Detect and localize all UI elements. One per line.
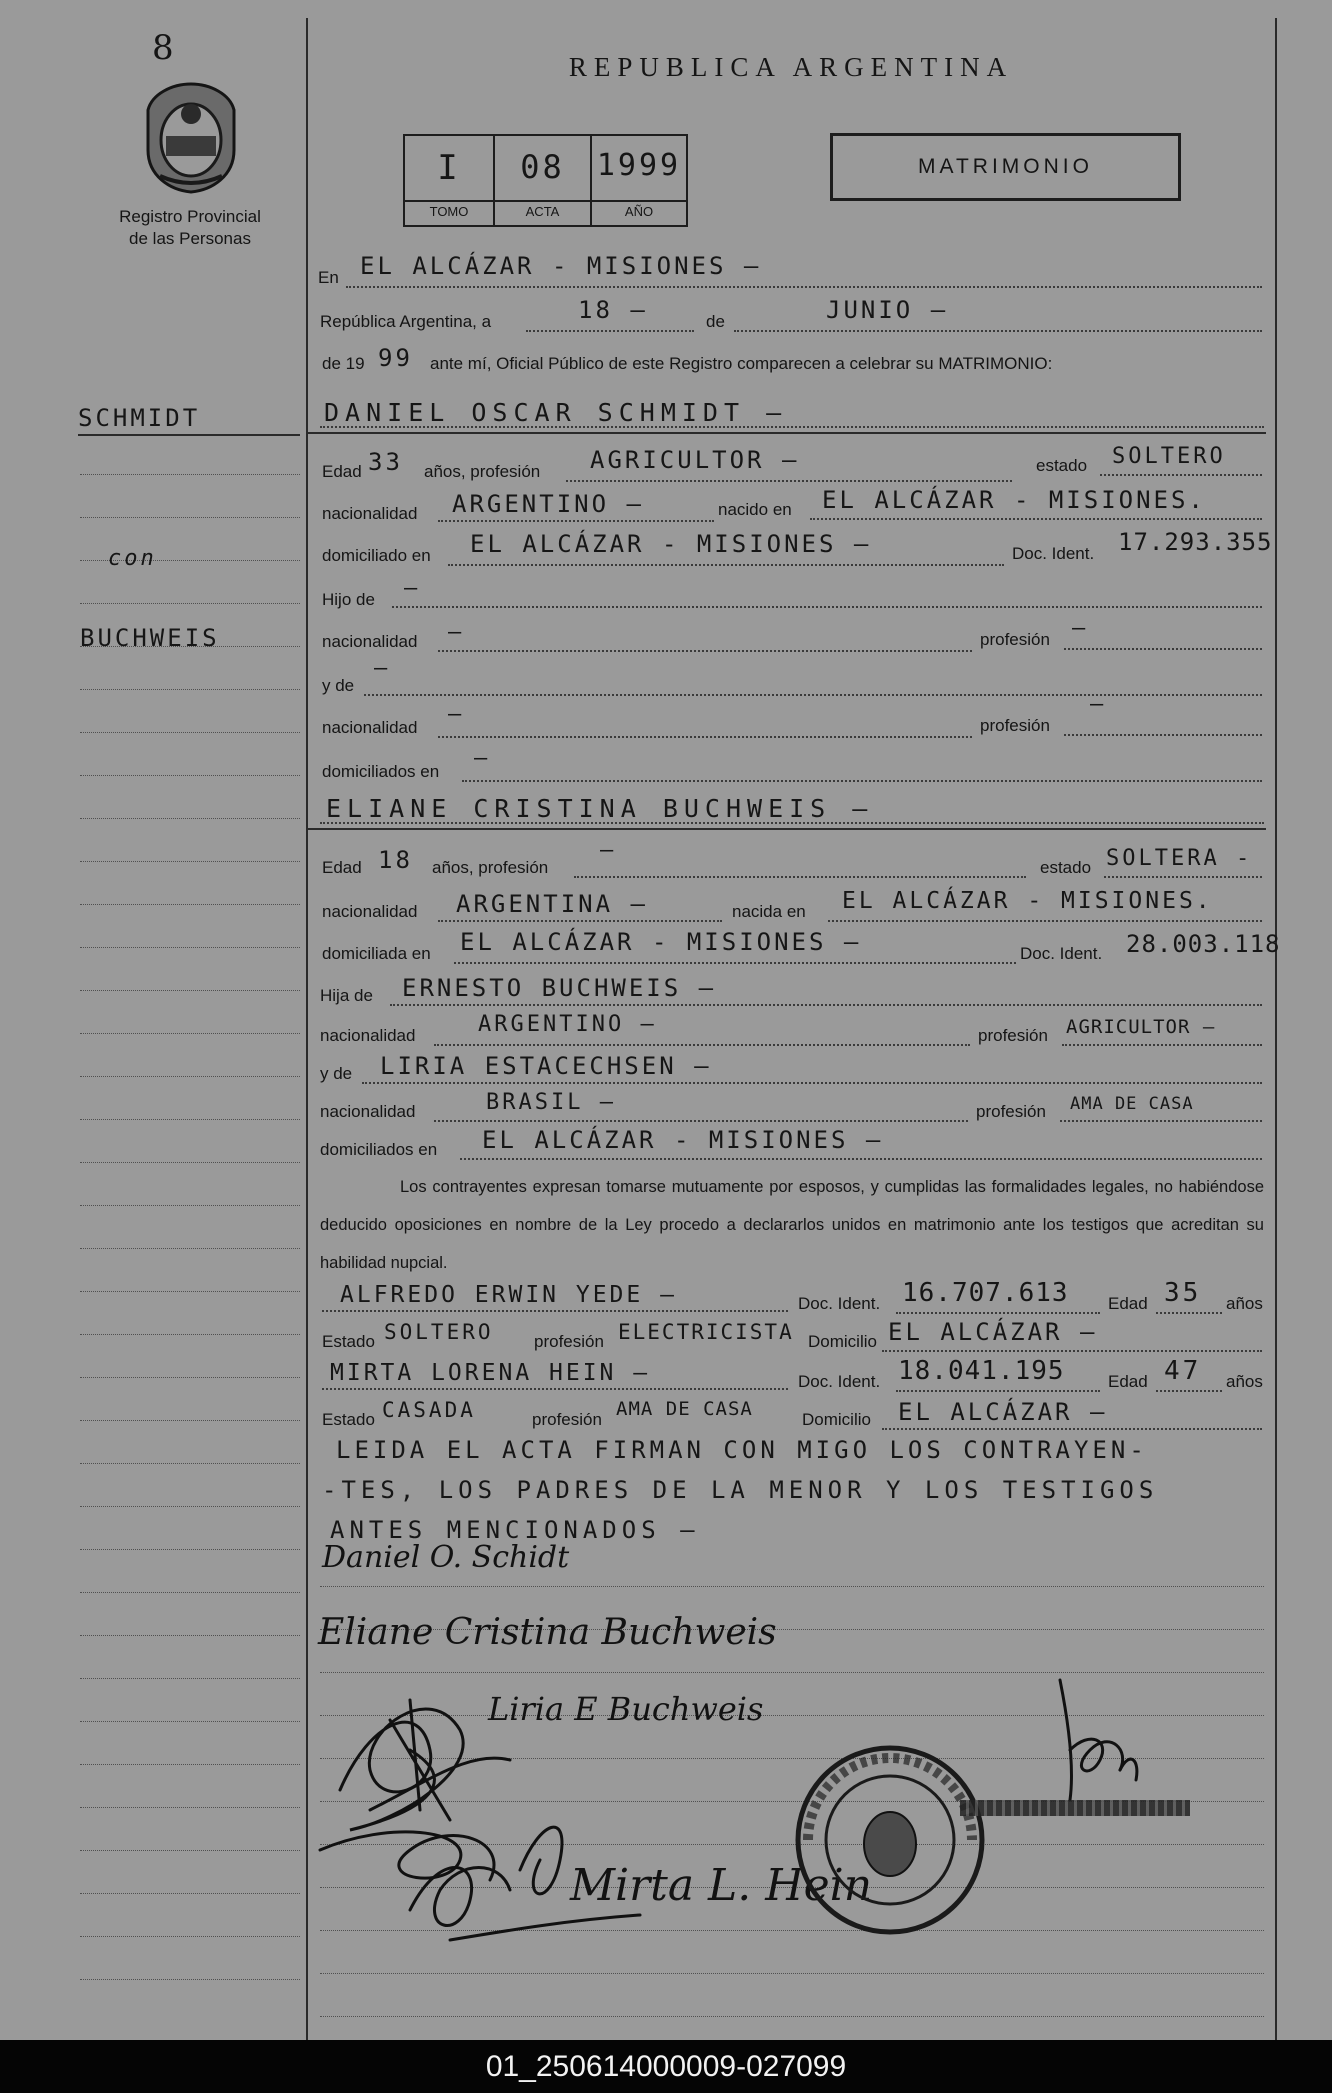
groom-prof2-label: profesión — [980, 716, 1050, 735]
margin-ruled-line — [80, 1721, 300, 1722]
margin-ruled-line — [80, 1076, 300, 1077]
groom-domiciliados: — — [474, 746, 491, 771]
margin-ruled-line — [80, 1635, 300, 1636]
intro-text: ante mí, Oficial Público de este Registro comparecen a celebrar su MATRIMONIO: — [430, 354, 1053, 373]
bride-estado: SOLTERA - — [1106, 846, 1253, 871]
bride-yde-label: y de — [320, 1064, 353, 1083]
groom-domicilio-label: domiciliado en — [322, 546, 431, 565]
margin-ruled-line — [80, 689, 300, 690]
margin-ruled-line — [80, 1678, 300, 1679]
margin-ruled-line — [80, 732, 300, 733]
witness2-name: MIRTA LORENA HEIN — — [330, 1360, 651, 1386]
groom-doc: 17.293.355 — [1118, 528, 1273, 556]
groom-hijo: — — [404, 576, 421, 601]
en-label: En — [318, 268, 339, 287]
bride-name: ELIANE CRISTINA BUCHWEIS — — [326, 794, 874, 823]
witness2-estado: CASADA — [382, 1398, 476, 1422]
ano-label: AÑO — [624, 204, 654, 219]
closing-line-3: ANTES MENCIONADOS — — [330, 1516, 700, 1544]
groom-nac2-label: nacionalidad — [322, 718, 418, 737]
groom-signature: Daniel O. Schidt — [322, 1540, 570, 1575]
margin-ruled-line — [80, 517, 300, 518]
right-margin-rule — [1275, 18, 1277, 2040]
bride-edad-label: Edad — [322, 858, 362, 877]
witness1-edad: 35 — [1164, 1278, 1202, 1308]
bride-nac2: BRASIL — — [486, 1090, 616, 1115]
witness1-domicilio: EL ALCÁZAR — — [888, 1318, 1098, 1346]
witness1-profesion-label: profesión — [534, 1332, 604, 1351]
groom-domicilio: EL ALCÁZAR - MISIONES — — [470, 530, 872, 558]
mother-signature: Liria E Buchweis — [488, 1690, 764, 1728]
header-month: JUNIO — — [826, 296, 949, 324]
de-label: de — [706, 312, 725, 331]
bride-domiciliados-label: domiciliados en — [320, 1140, 438, 1159]
groom-prof2: — — [1090, 692, 1107, 717]
acta-value: 08 — [520, 148, 565, 186]
witness-signature: Mirta L. Hein — [570, 1860, 873, 1911]
margin-ruled-line — [80, 1936, 300, 1937]
bride-edad: 18 — [378, 846, 413, 874]
witness2-domicilio-label: Domicilio — [802, 1410, 871, 1429]
year-prefix: de 19 — [322, 354, 365, 373]
margin-ruled-line — [80, 1291, 300, 1292]
groom-nacionalidad-label: nacionalidad — [322, 504, 418, 523]
groom-nac1-label: nacionalidad — [322, 632, 418, 651]
margin-ruled-line — [80, 818, 300, 819]
witness1-profesion: ELECTRICISTA — [618, 1320, 794, 1344]
bride-domiciliados: EL ALCÁZAR - MISIONES — — [482, 1126, 884, 1154]
groom-profesion: AGRICULTOR — — [590, 446, 800, 474]
bride-prof2-label: profesión — [976, 1102, 1046, 1121]
ano-value: 1999 — [596, 148, 682, 183]
registry-label: Registro Provincial de las Personas — [119, 207, 261, 248]
bride-nac2-label: nacionalidad — [320, 1102, 416, 1121]
bride-prof1: AGRICULTOR — — [1066, 1016, 1216, 1038]
witness1-estado: SOLTERO — [384, 1320, 494, 1344]
margin-ruled-line — [80, 1205, 300, 1206]
bride-domicilio: EL ALCÁZAR - MISIONES — — [460, 928, 862, 956]
bride-nac1-label: nacionalidad — [320, 1026, 416, 1045]
witness1-estado-label: Estado — [322, 1332, 375, 1351]
body-ruled-line — [320, 2016, 1264, 2017]
bride-domicilio-label: domiciliada en — [322, 944, 431, 963]
margin-ruled-line — [80, 1893, 300, 1894]
groom-hijo-label: Hijo de — [322, 590, 375, 609]
bride-nac1: ARGENTINO — — [478, 1012, 657, 1037]
body-ruled-line — [320, 1973, 1264, 1974]
groom-profesion-label: años, profesión — [424, 462, 541, 481]
margin-ruled-line — [80, 775, 300, 776]
groom-estado-label: estado — [1036, 456, 1088, 475]
bride-doc: 28.003.118 — [1126, 930, 1281, 958]
act-type-box: MATRIMONIO — [830, 133, 1181, 201]
margin-ruled-line — [80, 1033, 300, 1034]
bride-nacionalidad-label: nacionalidad — [322, 902, 418, 921]
margin-ruled-line — [80, 1377, 300, 1378]
groom-name: DANIEL OSCAR SCHMIDT — — [324, 398, 788, 427]
bride-doc-label: Doc. Ident. — [1020, 944, 1103, 963]
margin-ruled-line — [80, 1506, 300, 1507]
witness1-doc-label: Doc. Ident. — [798, 1294, 881, 1313]
margin-ruled-line — [80, 947, 300, 948]
header-day: 18 — — [578, 296, 648, 324]
footer-code: 01_250614000009-027099 — [0, 2040, 1332, 2093]
groom-domiciliados-label: domiciliados en — [322, 762, 440, 781]
tomo-value: I — [437, 148, 461, 188]
margin-ruled-line — [80, 904, 300, 905]
margin-ruled-line — [80, 474, 300, 475]
bride-prof2: AMA DE CASA — [1070, 1094, 1194, 1114]
margin-note-surname-2: BUCHWEIS — [80, 624, 220, 652]
groom-nac1: — — [448, 620, 465, 645]
margin-note-surname-1: SCHMIDT — [78, 404, 201, 432]
witness1-doc: 16.707.613 — [902, 1278, 1069, 1308]
margin-ruled-line — [80, 1119, 300, 1120]
acta-label: ACTA — [525, 204, 560, 219]
margin-note-con: con — [108, 546, 157, 571]
signature-scribbles-icon — [310, 1660, 830, 1950]
groom-edad: 33 — [368, 448, 403, 476]
margin-ruled-line — [80, 1592, 300, 1593]
witness1-edad-label: Edad — [1108, 1294, 1148, 1313]
witness2-doc-label: Doc. Ident. — [798, 1372, 881, 1391]
groom-nacionalidad: ARGENTINO — — [452, 490, 644, 518]
groom-yde: — — [374, 656, 391, 681]
margin-ruled-line — [80, 1420, 300, 1421]
stamp-smudge — [960, 1800, 1190, 1816]
witness2-domicilio: EL ALCÁZAR — — [898, 1398, 1108, 1426]
witness2-profesion-label: profesión — [532, 1410, 602, 1429]
margin-ruled-line — [80, 861, 300, 862]
groom-nacido: EL ALCÁZAR - MISIONES. — [822, 486, 1206, 514]
margin-ruled-line — [80, 1850, 300, 1851]
groom-nacido-label: nacido en — [718, 500, 792, 519]
groom-nac2: — — [448, 702, 465, 727]
margin-ruled-line — [80, 1463, 300, 1464]
groom-prof1-label: profesión — [980, 630, 1050, 649]
groom-doc-label: Doc. Ident. — [1012, 544, 1095, 563]
groom-estado: SOLTERO — [1112, 444, 1226, 469]
groom-prof1: — — [1072, 616, 1089, 641]
registry-seal-icon — [790, 1740, 990, 1940]
margin-ruled-line — [80, 1549, 300, 1550]
margin-ruled-line — [80, 603, 300, 604]
country-title: REPUBLICA ARGENTINA — [568, 52, 1014, 82]
closing-line-1: LEIDA EL ACTA FIRMAN CON MIGO LOS CONTRAYEN- — [336, 1436, 1148, 1464]
year-suffix: 99 — [378, 344, 413, 372]
groom-yde-label: y de — [322, 676, 355, 695]
witness1-domicilio-label: Domicilio — [808, 1332, 877, 1351]
bride-madre: LIRIA ESTACECHSEN — — [380, 1052, 712, 1080]
official-signature-icon — [1040, 1670, 1160, 1810]
witness2-edad-label: Edad — [1108, 1372, 1148, 1391]
witness2-estado-label: Estado — [322, 1410, 375, 1429]
body-ruled-line — [320, 1586, 1264, 1587]
bride-nacida: EL ALCÁZAR - MISIONES. — [842, 888, 1213, 914]
margin-ruled-line — [80, 1162, 300, 1163]
margin-ruled-line — [80, 1807, 300, 1808]
left-margin-rule — [306, 18, 308, 2040]
witness2-doc: 18.041.195 — [898, 1356, 1065, 1386]
legal-text: Los contrayentes expresan tomarse mutuamente por esposos, y cumplidas las formalidades legales, no habiéndose deducido oposiciones en nombre de la Ley procedo a declararlos unidos en matrimonio ante los testigos que acreditan su habilidad nupcial. — [320, 1178, 1264, 1272]
bride-profesion-label: años, profesión — [432, 858, 549, 877]
bride-signature: Eliane Cristina Buchweis — [318, 1612, 777, 1653]
header-place: EL ALCÁZAR - MISIONES — — [360, 252, 762, 280]
groom-edad-label: Edad — [322, 462, 362, 481]
witness2-anos-label: años — [1226, 1372, 1263, 1391]
bride-estado-label: estado — [1040, 858, 1092, 877]
witness1-name: ALFREDO ERWIN YEDE — — [340, 1282, 677, 1308]
page-number: 8 — [152, 28, 174, 68]
bride-hija-label: Hija de — [320, 986, 373, 1005]
margin-ruled-line — [80, 1334, 300, 1335]
coat-of-arms-icon — [140, 80, 242, 196]
bride-padre: ERNESTO BUCHWEIS — — [402, 974, 717, 1002]
witness2-profesion: AMA DE CASA — [616, 1398, 753, 1420]
act-number-box — [403, 134, 688, 227]
margin-ruled-line — [80, 990, 300, 991]
witness1-anos-label: años — [1226, 1294, 1263, 1313]
closing-line-2: -TES, LOS PADRES DE LA MENOR Y LOS TESTIGOS — [322, 1476, 1159, 1504]
margin-ruled-line — [80, 1764, 300, 1765]
republica-label: República Argentina, a — [320, 312, 492, 331]
bride-profesion: — — [600, 838, 617, 863]
witness2-edad: 47 — [1164, 1356, 1202, 1386]
tomo-label: TOMO — [429, 204, 469, 219]
bride-prof1-label: profesión — [978, 1026, 1048, 1045]
margin-ruled-line — [80, 1248, 300, 1249]
bride-nacionalidad: ARGENTINA — — [456, 890, 648, 918]
margin-ruled-line — [80, 1979, 300, 1980]
margin-note-underline — [78, 434, 300, 436]
bride-nacida-label: nacida en — [732, 902, 806, 921]
